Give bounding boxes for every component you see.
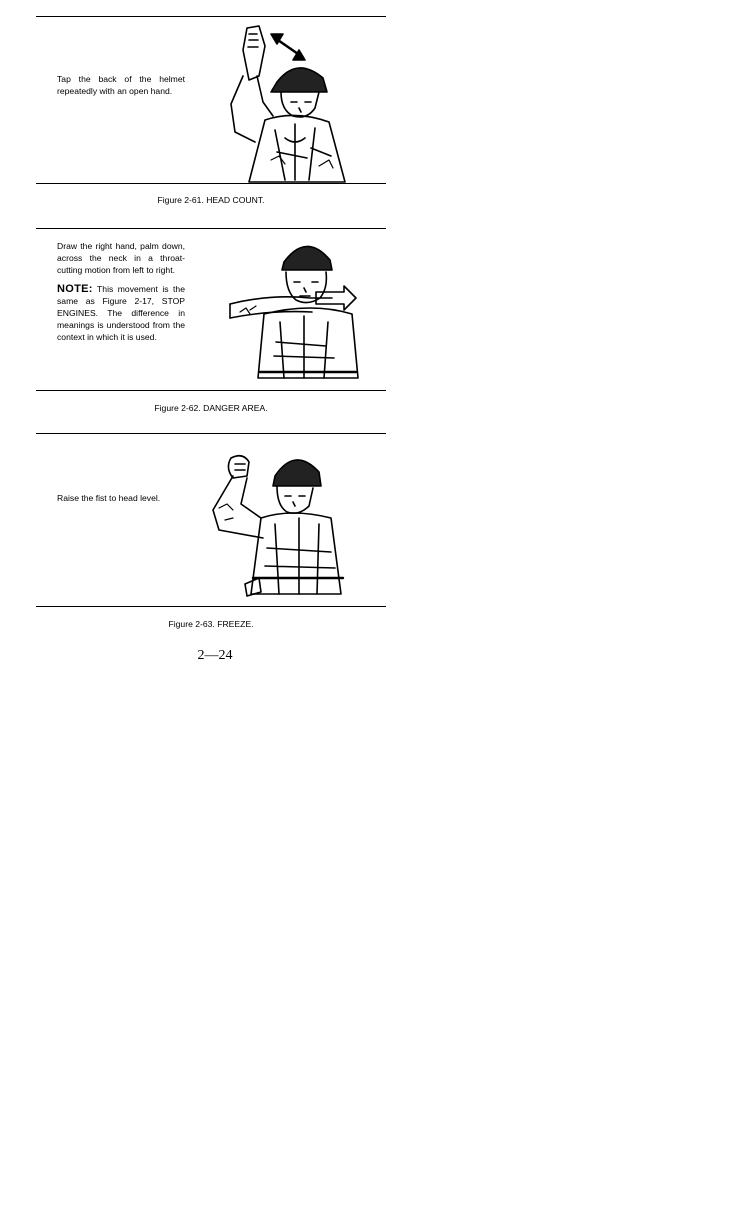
figure-63-bottom-rule bbox=[36, 606, 386, 607]
figure-63-illustration bbox=[205, 448, 355, 603]
figure-62-bottom-rule bbox=[36, 390, 386, 391]
figure-62-caption: Figure 2-62. DANGER AREA. bbox=[154, 403, 268, 413]
figure-61-caption: Figure 2-61. HEAD COUNT. bbox=[157, 195, 265, 205]
figure-63-description-text: Raise the fist to head level. bbox=[57, 493, 161, 503]
figure-61-bottom-rule bbox=[36, 183, 386, 184]
note-text: This movement is the same as Figure 2-17, STOP ENGINES. The difference in meanings is understood from the context in which it is used. bbox=[57, 284, 185, 342]
figure-62-illustration bbox=[220, 232, 370, 387]
figure-61-illustration bbox=[215, 20, 365, 185]
figure-62-description bbox=[57, 240, 185, 350]
figure-63-caption: Figure 2-63. FREEZE. bbox=[168, 619, 254, 629]
figure-63-description bbox=[57, 492, 185, 511]
figure-61-top-rule bbox=[36, 16, 386, 17]
figure-62-note bbox=[57, 283, 185, 343]
page-number: 2—24 bbox=[197, 648, 233, 663]
figure-62-description-text: Draw the right hand, palm down, across the neck in a throat-cutting motion from left to right. bbox=[57, 241, 185, 275]
figure-61-description bbox=[57, 73, 185, 104]
note-label: NOTE: bbox=[57, 283, 93, 295]
figure-61-description-text: Tap the back of the helmet repeatedly with an open hand. bbox=[57, 74, 185, 96]
figure-63-top-rule bbox=[36, 433, 386, 434]
figure-62-top-rule bbox=[36, 228, 386, 229]
